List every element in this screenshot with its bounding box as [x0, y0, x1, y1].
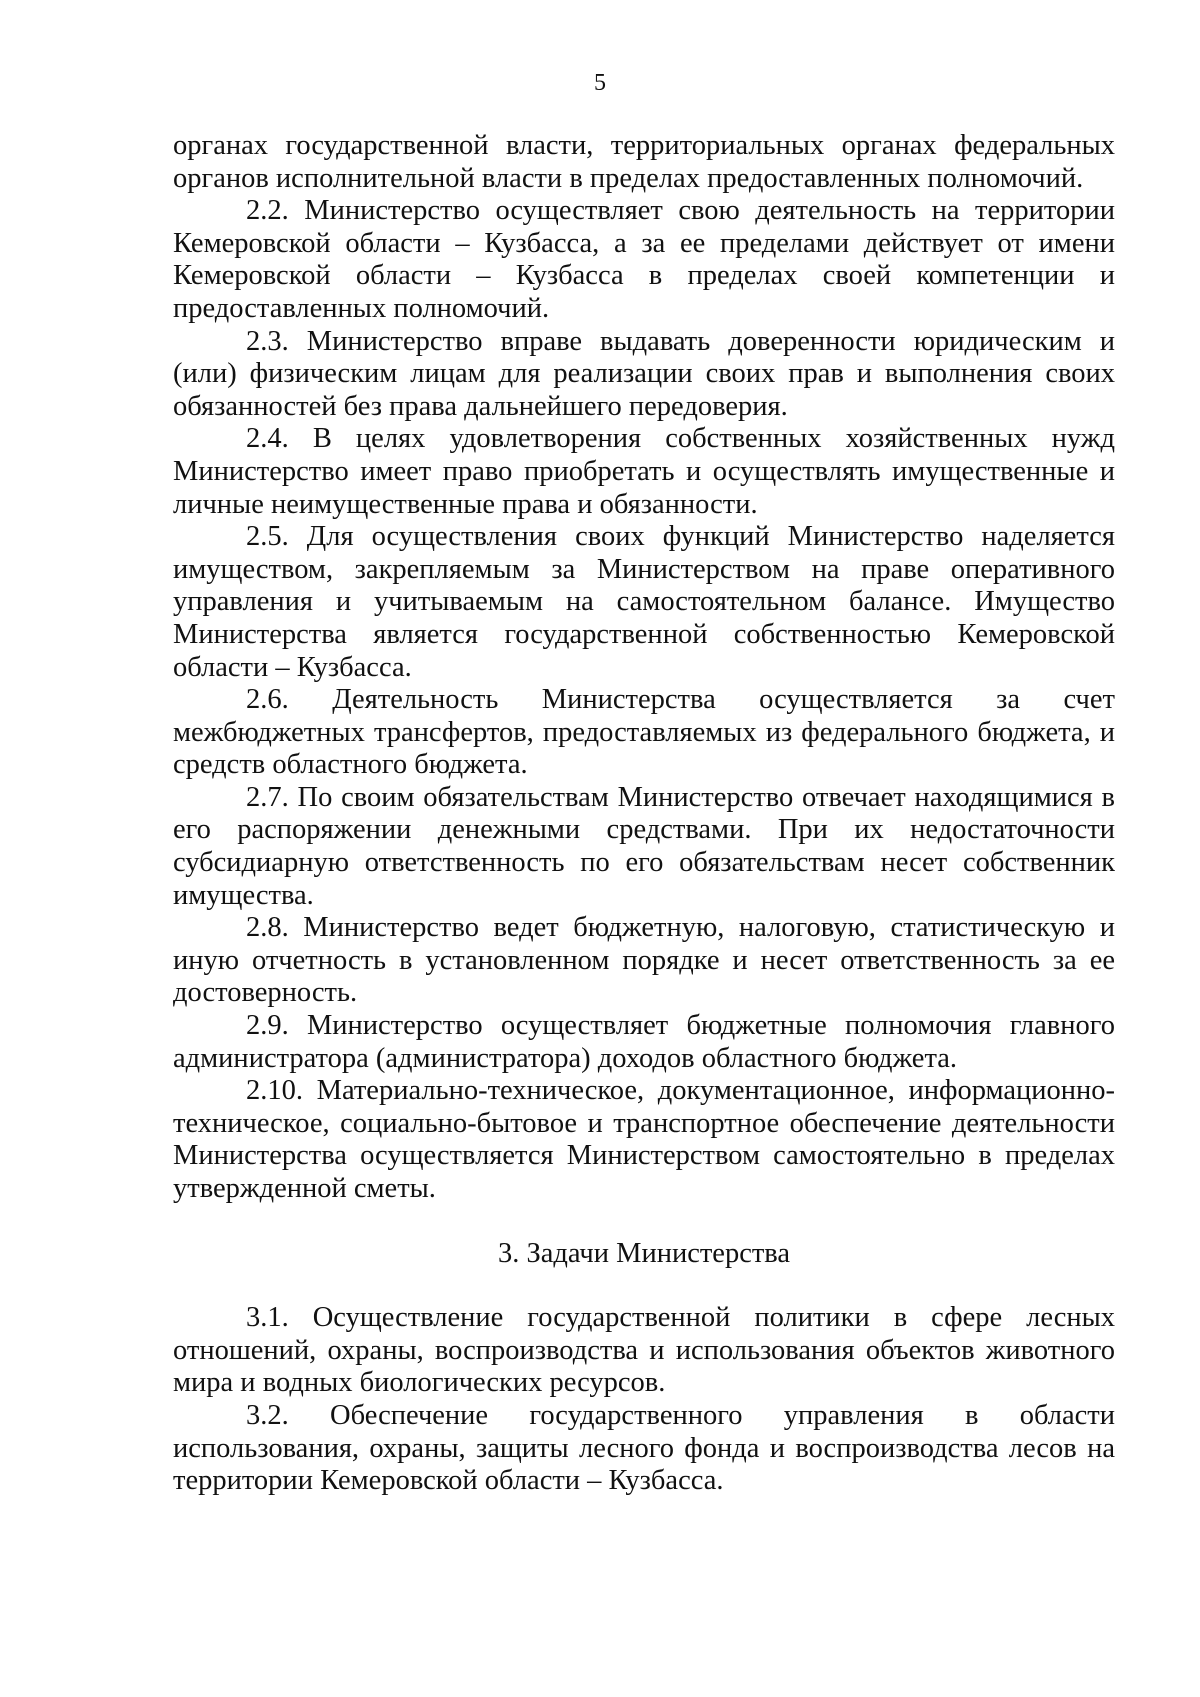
paragraph-2-8: 2.8. Министерство ведет бюджетную, налоговую, статистическую и иную отчетность в установленном порядке и несет ответственность за ее достоверность.	[173, 912, 1115, 1009]
document-body	[173, 130, 1115, 1498]
paragraph-3-1: 3.1. Осуществление государственной политики в сфере лесных отношений, охраны, воспроизводства и использования объектов животного мира и водных биологических ресурсов.	[173, 1302, 1115, 1399]
paragraph-3-2: 3.2. Обеспечение государственного управления в области использования, охраны, защиты лесного фонда и воспроизводства лесов на территории Кемеровской области – Кузбасса.	[173, 1399, 1115, 1497]
paragraph-2-2: 2.2. Министерство осуществляет свою деятельность на территории Кемеровской области – Кузбасса, а за ее пределами действует от имени Кемеровской области – Кузбасса в пределах своей компетенции и предоставленных полномочий.	[173, 195, 1115, 324]
paragraph-2-4: 2.4. В целях удовлетворения собственных хозяйственных нужд Министерство имеет право приобретать и осуществлять имущественные и личные неимущественные права и обязанности.	[173, 423, 1115, 520]
paragraph-2-10: 2.10. Материально-техническое, документационное, информационно-техническое, социально-бытовое и транспортное обеспечение деятельности Министерства осуществляется Министерством самостоятельно в пределах утвержденной сметы.	[173, 1075, 1115, 1204]
paragraph-continuation: органах государственной власти, территориальных органах федеральных органов исполнительной власти в пределах предоставленных полномочий.	[173, 130, 1115, 194]
paragraph-2-9: 2.9. Министерство осуществляет бюджетные полномочия главного администратора (администратора) доходов областного бюджета.	[173, 1010, 1115, 1074]
paragraph-2-7: 2.7. По своим обязательствам Министерство отвечает находящимися в его распоряжении денежными средствами. При их недостаточности субсидиарную ответственность по его обязательствам несет собственник имущества.	[173, 781, 1115, 911]
paragraph-2-5: 2.5. Для осуществления своих функций Министерство наделяется имуществом, закрепляемым за Министерством на праве оперативного управления и учитываемым на самостоятельном балансе. Имущество Министерства является государственной собственностью Кемеровской области – Кузбасса.	[173, 521, 1115, 683]
page-number: 5	[594, 70, 606, 96]
paragraph-2-6: 2.6. Деятельность Министерства осуществляется за счет межбюджетных трансфертов, предоставляемых из федерального бюджета, и средств областного бюджета.	[173, 684, 1115, 781]
paragraph-2-3: 2.3. Министерство вправе выдавать доверенности юридическим и (или) физическим лицам для реализации своих прав и выполнения своих обязанностей без права дальнейшего передоверия.	[173, 325, 1115, 422]
section-heading: 3. Задачи Министерства	[497, 1237, 791, 1269]
